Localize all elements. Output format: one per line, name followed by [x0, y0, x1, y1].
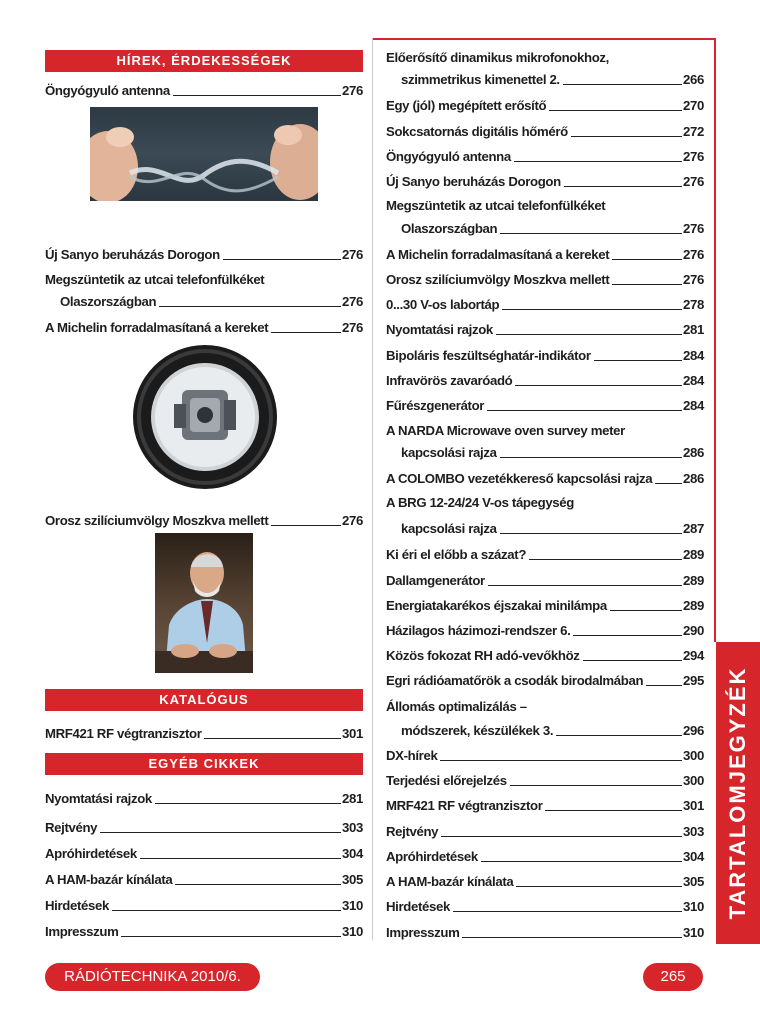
toc-page: 276 — [342, 294, 363, 309]
toc-title-line1: A NARDA Microwave oven survey meter — [386, 423, 625, 438]
toc-title: szimmetrikus kimenettel 2. — [401, 72, 560, 87]
toc-entry[interactable] — [45, 81, 363, 99]
toc-leader — [612, 284, 682, 285]
toc-title: 0...30 V-os labortáp — [386, 297, 500, 312]
antenna-photo — [90, 107, 318, 201]
toc-entry[interactable] — [386, 245, 704, 263]
michelin-wheel-image — [130, 342, 280, 492]
toc-page: 286 — [683, 445, 704, 460]
toc-title: kapcsolási rajza — [401, 445, 497, 460]
toc-leader — [173, 95, 341, 96]
toc-page: 276 — [683, 247, 704, 262]
toc-leader — [441, 836, 682, 837]
toc-leader — [549, 110, 682, 111]
toc-entry[interactable] — [386, 796, 704, 814]
toc-leader — [612, 259, 682, 260]
toc-title-line1: Megszüntetik az utcai telefonfülkéket — [386, 198, 606, 213]
toc-page: 276 — [683, 149, 704, 164]
toc-page: 278 — [683, 297, 704, 312]
toc-leader — [573, 635, 682, 636]
toc-leader — [500, 533, 682, 534]
toc-entry[interactable] — [386, 147, 704, 165]
toc-leader — [514, 161, 682, 162]
toc-leader — [510, 785, 682, 786]
toc-page: 284 — [683, 398, 704, 413]
toc-entry[interactable] — [386, 847, 704, 865]
toc-leader — [496, 334, 682, 335]
toc-entry[interactable] — [45, 896, 363, 914]
footer-magazine-badge: RÁDIÓTECHNIKA 2010/6. — [45, 963, 260, 991]
toc-page: 305 — [683, 874, 704, 889]
toc-leader — [502, 309, 682, 310]
toc-entry[interactable] — [386, 621, 704, 639]
portrait-photo — [155, 533, 253, 673]
toc-entry[interactable] — [386, 646, 704, 664]
toc-leader — [175, 884, 341, 885]
toc-page: 300 — [683, 773, 704, 788]
toc-title: Nyomtatási rajzok — [45, 791, 152, 806]
toc-entry[interactable] — [386, 172, 704, 190]
toc-title: Bipoláris feszültséghatár-indikátor — [386, 348, 591, 363]
toc-leader — [563, 84, 682, 85]
toc-title: Terjedési előrejelzés — [386, 773, 507, 788]
toc-title: Öngyógyuló antenna — [386, 149, 511, 164]
toc-title: Impresszum — [45, 924, 119, 939]
toc-title: Fűrészgenerátor — [386, 398, 485, 413]
toc-page: 276 — [683, 272, 704, 287]
section-header-catalog: KATALÓGUS — [45, 689, 363, 711]
toc-leader — [655, 483, 682, 484]
toc-title-line1: Állomás optimalizálás – — [386, 699, 527, 714]
toc-page: 276 — [342, 513, 363, 528]
toc-page: 289 — [683, 547, 704, 562]
toc-entry[interactable] — [386, 396, 704, 414]
toc-title: MRF421 RF végtranzisztor — [45, 726, 202, 741]
toc-entry[interactable] — [401, 70, 704, 88]
toc-page: 276 — [342, 320, 363, 335]
toc-leader — [487, 410, 682, 411]
toc-leader — [140, 858, 341, 859]
toc-leader — [223, 259, 341, 260]
toc-title: Új Sanyo beruházás Dorogon — [386, 174, 561, 189]
column-divider — [372, 38, 373, 940]
toc-page: 286 — [683, 471, 704, 486]
toc-title: A HAM-bazár kínálata — [386, 874, 514, 889]
toc-page: 304 — [342, 846, 363, 861]
toc-title: Orosz szilíciumvölgy Moszkva mellett — [386, 272, 610, 287]
toc-entry[interactable] — [386, 545, 704, 563]
toc-entry[interactable] — [386, 122, 704, 140]
toc-page: 284 — [683, 348, 704, 363]
toc-title: Apróhirdetések — [45, 846, 137, 861]
toc-leader — [112, 910, 341, 911]
toc-entry[interactable] — [45, 789, 363, 807]
toc-title: Ki éri el előbb a százat? — [386, 547, 527, 562]
toc-title: DX-hírek — [386, 748, 438, 763]
toc-leader — [529, 559, 682, 560]
toc-entry[interactable] — [45, 818, 363, 836]
toc-title: Egri rádióamatőrök a csodák birodalmában — [386, 673, 644, 688]
toc-page: 310 — [683, 899, 704, 914]
toc-page: 276 — [342, 83, 363, 98]
toc-title: Egy (jól) megépített erősítő — [386, 98, 547, 113]
toc-page: 303 — [683, 824, 704, 839]
toc-title: Impresszum — [386, 925, 460, 940]
toc-leader — [440, 760, 682, 761]
toc-entry[interactable] — [386, 897, 704, 915]
toc-page: 281 — [342, 791, 363, 806]
toc-entry[interactable] — [45, 318, 363, 336]
toc-page: 287 — [683, 521, 704, 536]
toc-leader — [515, 385, 682, 386]
toc-page: 276 — [683, 174, 704, 189]
toc-title: Infravörös zavaróadó — [386, 373, 513, 388]
toc-entry[interactable] — [386, 822, 704, 840]
toc-leader — [556, 735, 682, 736]
toc-leader — [500, 457, 682, 458]
toc-entry[interactable] — [386, 571, 704, 589]
toc-entry[interactable] — [401, 219, 704, 237]
toc-entry[interactable] — [45, 511, 363, 529]
toc-page: 296 — [683, 723, 704, 738]
toc-title: Dallamgenerátor — [386, 573, 485, 588]
toc-leader — [500, 233, 682, 234]
toc-entry[interactable] — [386, 596, 704, 614]
toc-title: Közös fokozat RH adó-vevőkhöz — [386, 648, 580, 663]
toc-title: Hirdetések — [386, 899, 450, 914]
toc-entry[interactable] — [401, 721, 704, 739]
toc-entry[interactable] — [45, 724, 363, 742]
toc-leader — [516, 886, 682, 887]
toc-page: 290 — [683, 623, 704, 638]
toc-leader — [545, 810, 682, 811]
toc-leader — [564, 186, 682, 187]
page-number-badge: 265 — [643, 963, 703, 991]
toc-entry[interactable] — [45, 844, 363, 862]
toc-leader — [121, 936, 341, 937]
toc-leader — [646, 685, 682, 686]
toc-leader — [462, 937, 682, 938]
toc-page: 289 — [683, 598, 704, 613]
side-tab — [716, 642, 760, 944]
side-tab-label: TARTALOMJEGYZÉK — [725, 666, 750, 920]
toc-page: 310 — [342, 898, 363, 913]
toc-title: kapcsolási rajza — [401, 521, 497, 536]
toc-leader — [159, 306, 341, 307]
toc-title: Új Sanyo beruházás Dorogon — [45, 247, 220, 262]
toc-page: 295 — [683, 673, 704, 688]
toc-page: 301 — [683, 798, 704, 813]
toc-title: A Michelin forradalmasítaná a kereket — [45, 320, 269, 335]
toc-title-line1: Előerősítő dinamikus mikrofonokhoz, — [386, 50, 609, 65]
toc-title: módszerek, készülékek 3. — [401, 723, 554, 738]
toc-entry[interactable] — [386, 746, 704, 764]
toc-page: 270 — [683, 98, 704, 113]
frame-right-line — [714, 38, 716, 642]
toc-entry[interactable] — [386, 96, 704, 114]
toc-title: A HAM-bazár kínálata — [45, 872, 173, 887]
toc-leader — [271, 525, 341, 526]
toc-title: Rejtvény — [386, 824, 439, 839]
toc-entry[interactable] — [386, 346, 704, 364]
toc-page: 289 — [683, 573, 704, 588]
toc-title: Házilagos házimozi-rendszer 6. — [386, 623, 571, 638]
toc-entry[interactable] — [60, 292, 363, 310]
toc-page: 276 — [683, 221, 704, 236]
toc-entry[interactable] — [386, 270, 704, 288]
toc-page: 303 — [342, 820, 363, 835]
toc-title: Olaszországban — [60, 294, 157, 309]
toc-entry[interactable] — [45, 870, 363, 888]
toc-leader — [571, 136, 682, 137]
toc-entry[interactable] — [386, 923, 704, 941]
toc-title: Öngyógyuló antenna — [45, 83, 170, 98]
toc-leader — [610, 610, 682, 611]
toc-page: 294 — [683, 648, 704, 663]
toc-entry[interactable] — [386, 371, 704, 389]
toc-title: Orosz szilíciumvölgy Moszkva mellett — [45, 513, 269, 528]
toc-entry[interactable] — [401, 519, 704, 537]
toc-title: Rejtvény — [45, 820, 98, 835]
toc-leader — [481, 861, 682, 862]
toc-leader — [271, 332, 341, 333]
toc-page: 272 — [683, 124, 704, 139]
section-header-other: EGYÉB CIKKEK — [45, 753, 363, 775]
toc-page: 266 — [683, 72, 704, 87]
toc-page: 310 — [683, 925, 704, 940]
toc-leader — [204, 738, 341, 739]
toc-leader — [100, 832, 341, 833]
toc-page: 281 — [683, 322, 704, 337]
toc-entry[interactable] — [386, 295, 704, 313]
frame-top-line — [372, 38, 716, 40]
toc-page: 304 — [683, 849, 704, 864]
toc-title: Olaszországban — [401, 221, 498, 236]
toc-title: A COLOMBO vezetékkereső kapcsolási rajza — [386, 471, 653, 486]
toc-title-line1: Megszüntetik az utcai telefonfülkéket — [45, 272, 265, 287]
toc-title: Nyomtatási rajzok — [386, 322, 493, 337]
toc-title: A Michelin forradalmasítaná a kereket — [386, 247, 610, 262]
toc-title: MRF421 RF végtranzisztor — [386, 798, 543, 813]
toc-leader — [155, 803, 341, 804]
toc-title: Energiatakarékos éjszakai minilámpa — [386, 598, 607, 613]
toc-entry[interactable] — [386, 671, 704, 689]
toc-title: Sokcsatornás digitális hőmérő — [386, 124, 568, 139]
toc-entry[interactable] — [45, 245, 363, 263]
toc-page: 310 — [342, 924, 363, 939]
toc-page: 301 — [342, 726, 363, 741]
toc-title: Hirdetések — [45, 898, 109, 913]
toc-entry[interactable] — [45, 922, 363, 940]
toc-entry[interactable] — [386, 320, 704, 338]
toc-page: 300 — [683, 748, 704, 763]
toc-entry[interactable] — [386, 872, 704, 890]
toc-entry[interactable] — [386, 469, 704, 487]
toc-page: 284 — [683, 373, 704, 388]
toc-leader — [583, 660, 683, 661]
toc-page: 276 — [342, 247, 363, 262]
section-header-news: HÍREK, ÉRDEKESSÉGEK — [45, 50, 363, 72]
toc-entry[interactable] — [386, 771, 704, 789]
toc-leader — [453, 911, 682, 912]
toc-leader — [488, 585, 682, 586]
toc-page: 305 — [342, 872, 363, 887]
toc-title-line1: A BRG 12-24/24 V-os tápegység — [386, 495, 574, 510]
toc-leader — [594, 360, 682, 361]
toc-entry[interactable] — [401, 443, 704, 461]
toc-title: Apróhirdetések — [386, 849, 478, 864]
